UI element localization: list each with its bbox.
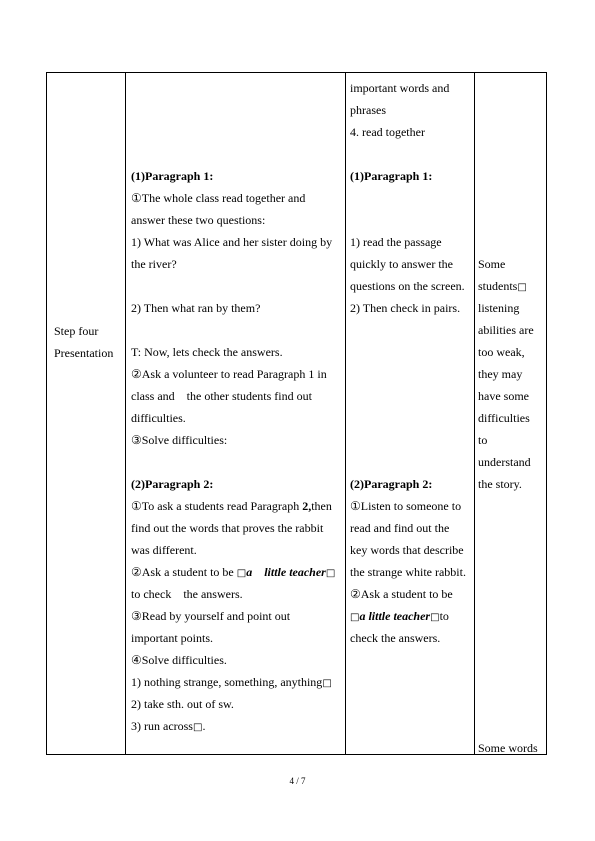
text-line: too weak, — [478, 345, 525, 359]
text-line: to check the answers. — [131, 587, 243, 601]
text-line: ②Ask a student to be — [350, 587, 453, 601]
missing-glyph-box: □ — [350, 612, 360, 623]
paragraph2-heading: (2)Paragraph 2: — [131, 477, 214, 491]
text-segment: to — [439, 609, 449, 623]
text-line: important words and — [350, 81, 450, 95]
text-line: to — [478, 433, 488, 447]
column-divider — [345, 73, 346, 754]
text-segment: 2, — [302, 499, 312, 513]
text-line: Some — [478, 257, 506, 271]
student-activity-cell-2 — [350, 473, 466, 649]
text-line: ①Listen to someone to — [350, 499, 462, 513]
missing-glyph-box: □ — [325, 568, 336, 579]
text-line: questions on the screen. — [350, 279, 465, 293]
text-line — [131, 561, 335, 583]
question-1: 1) What was Alice and her sister doing by — [131, 235, 333, 249]
step-cell — [54, 320, 113, 364]
page-number: 4 / 7 — [289, 776, 306, 786]
text-line: they may — [478, 367, 523, 381]
text-line: Some words — [478, 741, 538, 755]
text-line: 1) read the passage — [350, 235, 442, 249]
text-line: important points. — [131, 631, 213, 645]
notes-cell-bottom — [478, 737, 538, 759]
text-line: read and find out the — [350, 521, 450, 535]
text-line: ②Ask a volunteer to read Paragraph 1 in — [131, 367, 327, 381]
text-line: key words that describe — [350, 543, 464, 557]
text-segment: 1) nothing strange, something, anything — [131, 675, 323, 689]
text-line: understand — [478, 455, 531, 469]
question-2: 2) Then what ran by them? — [131, 301, 261, 315]
teacher-activity-cell — [131, 165, 335, 737]
text-segment: . — [202, 719, 206, 733]
text-line: phrases — [350, 103, 386, 117]
text-line: the story. — [478, 477, 522, 491]
missing-glyph-box: □ — [430, 612, 440, 623]
text-line: the river? — [131, 257, 177, 271]
text-line: ③Read by yourself and point out — [131, 609, 291, 623]
text-line — [131, 495, 335, 517]
step-label: Step four — [54, 324, 99, 338]
text-segment: a little teacher — [359, 609, 431, 623]
text-line: ③Solve difficulties: — [131, 433, 228, 447]
text-line: difficulties. — [131, 411, 186, 425]
text-segment: a little teacher — [246, 565, 326, 579]
text-segment: ②Ask a student to be — [131, 565, 237, 579]
text-line: class and the other students find out — [131, 389, 312, 403]
notes-cell — [478, 253, 534, 495]
text-line: ④Solve difficulties. — [131, 653, 227, 667]
text-line: was different. — [131, 543, 197, 557]
text-line — [350, 605, 466, 627]
paragraph2-heading: (2)Paragraph 2: — [350, 477, 433, 491]
missing-glyph-box: □ — [192, 722, 203, 733]
text-line: difficulties — [478, 411, 530, 425]
text-line — [131, 715, 335, 737]
text-segment: 3) run across — [131, 719, 193, 733]
text-line: check the answers. — [350, 631, 441, 645]
paragraph1-heading: (1)Paragraph 1: — [350, 169, 433, 183]
stage-label: Presentation — [54, 346, 114, 360]
missing-glyph-box: □ — [517, 282, 527, 293]
text-line: listening — [478, 301, 520, 315]
text-line: have some — [478, 389, 529, 403]
student-activity-cell — [350, 77, 465, 319]
text-segment: then — [311, 499, 332, 513]
column-divider — [125, 73, 126, 754]
text-line — [478, 275, 534, 297]
column-divider — [474, 73, 475, 754]
paragraph1-heading: (1)Paragraph 1: — [131, 169, 214, 183]
text-line: T: Now, lets check the answers. — [131, 345, 283, 359]
missing-glyph-box: □ — [236, 568, 247, 579]
text-line — [131, 671, 335, 693]
text-line: abilities are — [478, 323, 534, 337]
text-line: find out the words that proves the rabbit — [131, 521, 324, 535]
text-line: 2) Then check in pairs. — [350, 301, 461, 315]
text-line: 2) take sth. out of sw. — [131, 697, 234, 711]
text-line: answer these two questions: — [131, 213, 266, 227]
text-segment: ①To ask a students read Paragraph — [131, 499, 303, 513]
text-line: the strange white rabbit. — [350, 565, 466, 579]
text-line: 4. read together — [350, 125, 425, 139]
missing-glyph-box: □ — [322, 678, 332, 689]
text-line: ①The whole class read together and — [131, 191, 306, 205]
text-line: quickly to answer the — [350, 257, 453, 271]
text-segment: students — [478, 279, 518, 293]
